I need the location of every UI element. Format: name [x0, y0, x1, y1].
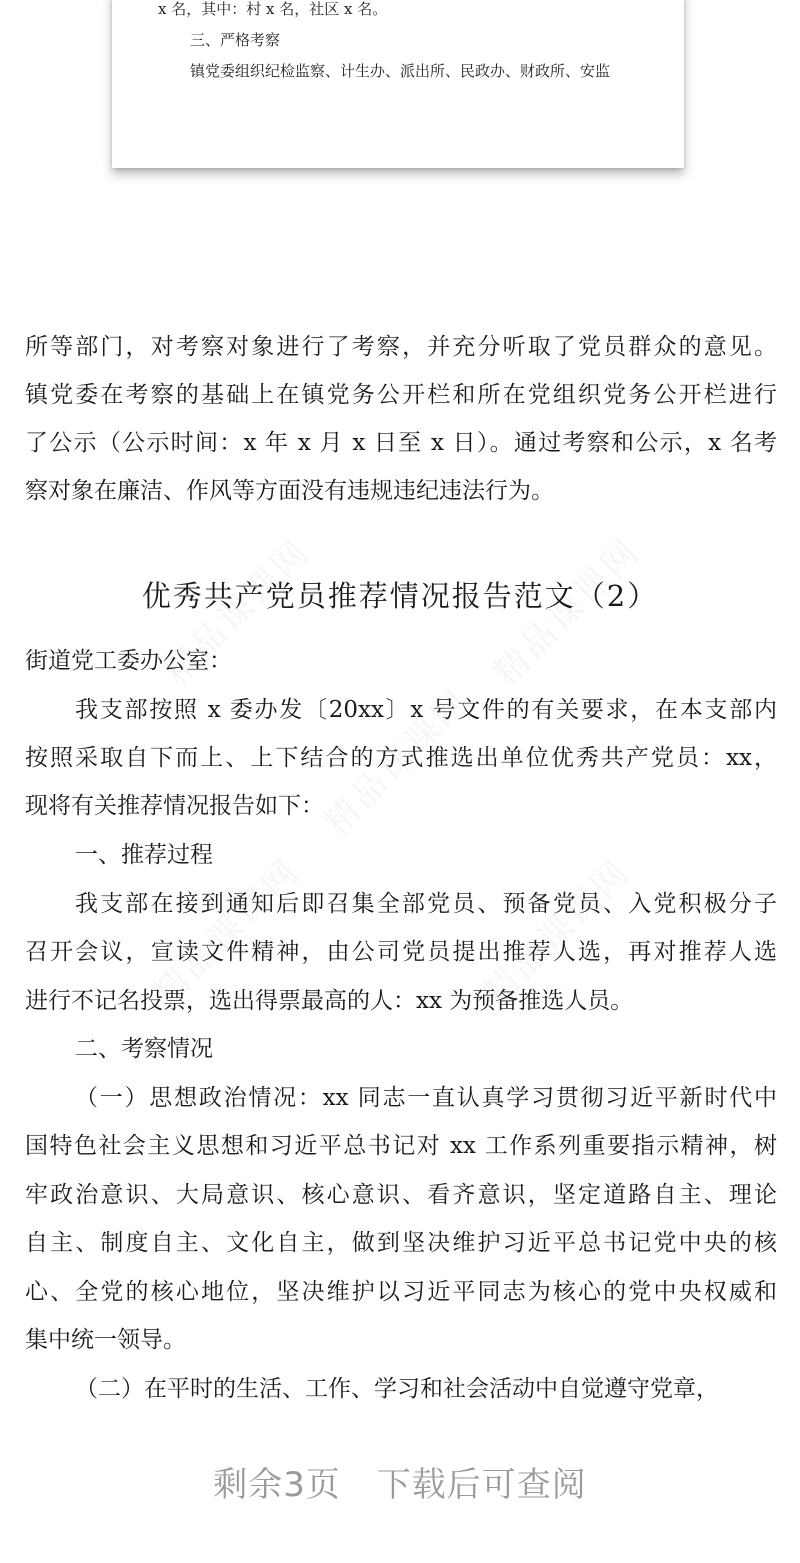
paragraph-line: 我支部按照 x 委办发〔20xx〕x 号文件的有关要求，在本支部内	[75, 697, 777, 723]
paragraph-line: 进行不记名投票，选出得票最高的人：xx 为预备推选人员。	[25, 988, 634, 1014]
paragraph-line: 按照采取自下而上、上下结合的方式推选出单位优秀共产党员：xx，	[25, 745, 777, 771]
paragraph-line: 国特色社会主义思想和习近平总书记对 xx 工作系列重要指示精神，树	[25, 1133, 777, 1159]
paragraph-line: 自主、制度自主、文化自主，做到坚决维护习近平总书记党中央的核	[25, 1230, 777, 1256]
paragraph-line: 牢政治意识、大局意识、核心意识、看齐意识，坚定道路自主、理论	[25, 1182, 777, 1208]
preview-line: x 名，其中：村 x 名，社区 x 名。	[158, 0, 388, 18]
paragraph-line: （二）在平时的生活、工作、学习和社会活动中自觉遵守党章，	[75, 1376, 719, 1402]
paragraph-line: 镇党委在考察的基础上在镇党务公开栏和所在党组织党务公开栏进行	[25, 382, 777, 408]
paragraph-line: （一）思想政治情况：xx 同志一直认真学习贯彻习近平新时代中	[75, 1085, 777, 1111]
remaining-pages-link[interactable]: 剩余3页 下载后可查阅	[213, 1465, 587, 1505]
preview-section-heading: 三、严格考察	[190, 31, 281, 49]
section-heading: 一、推荐过程	[75, 842, 213, 868]
paragraph-line: 察对象在廉洁、作风等方面没有违规违纪违法行为。	[25, 478, 554, 504]
document-title: 优秀共产党员推荐情况报告范文（2）	[141, 579, 659, 613]
section-heading: 二、考察情况	[75, 1036, 213, 1062]
paragraph-line: 召开会议，宣读文件精神，由公司党员提出推荐人选，再对推荐人选	[25, 939, 777, 965]
document-preview-card	[112, 0, 684, 168]
paragraph-line: 集中统一领导。	[25, 1327, 186, 1353]
paragraph-line: 我支部在接到通知后即召集全部党员、预备党员、入党积极分子	[75, 891, 777, 917]
salutation: 街道党工委办公室：	[25, 648, 232, 674]
preview-line: 镇党委组织纪检监察、计生办、派出所、民政办、财政所、安监	[190, 62, 611, 80]
paragraph-line: 现将有关推荐情况报告如下：	[25, 793, 324, 819]
paragraph-line: 所等部门，对考察对象进行了考察，并充分听取了党员群众的意见。	[25, 334, 777, 360]
paragraph-line: 心、全党的核心地位，坚决维护以习近平同志为核心的党中央权威和	[25, 1279, 777, 1305]
paragraph-line: 了公示（公示时间：x 年 x 月 x 日至 x 日）。通过考察和公示，x 名考	[25, 430, 777, 456]
